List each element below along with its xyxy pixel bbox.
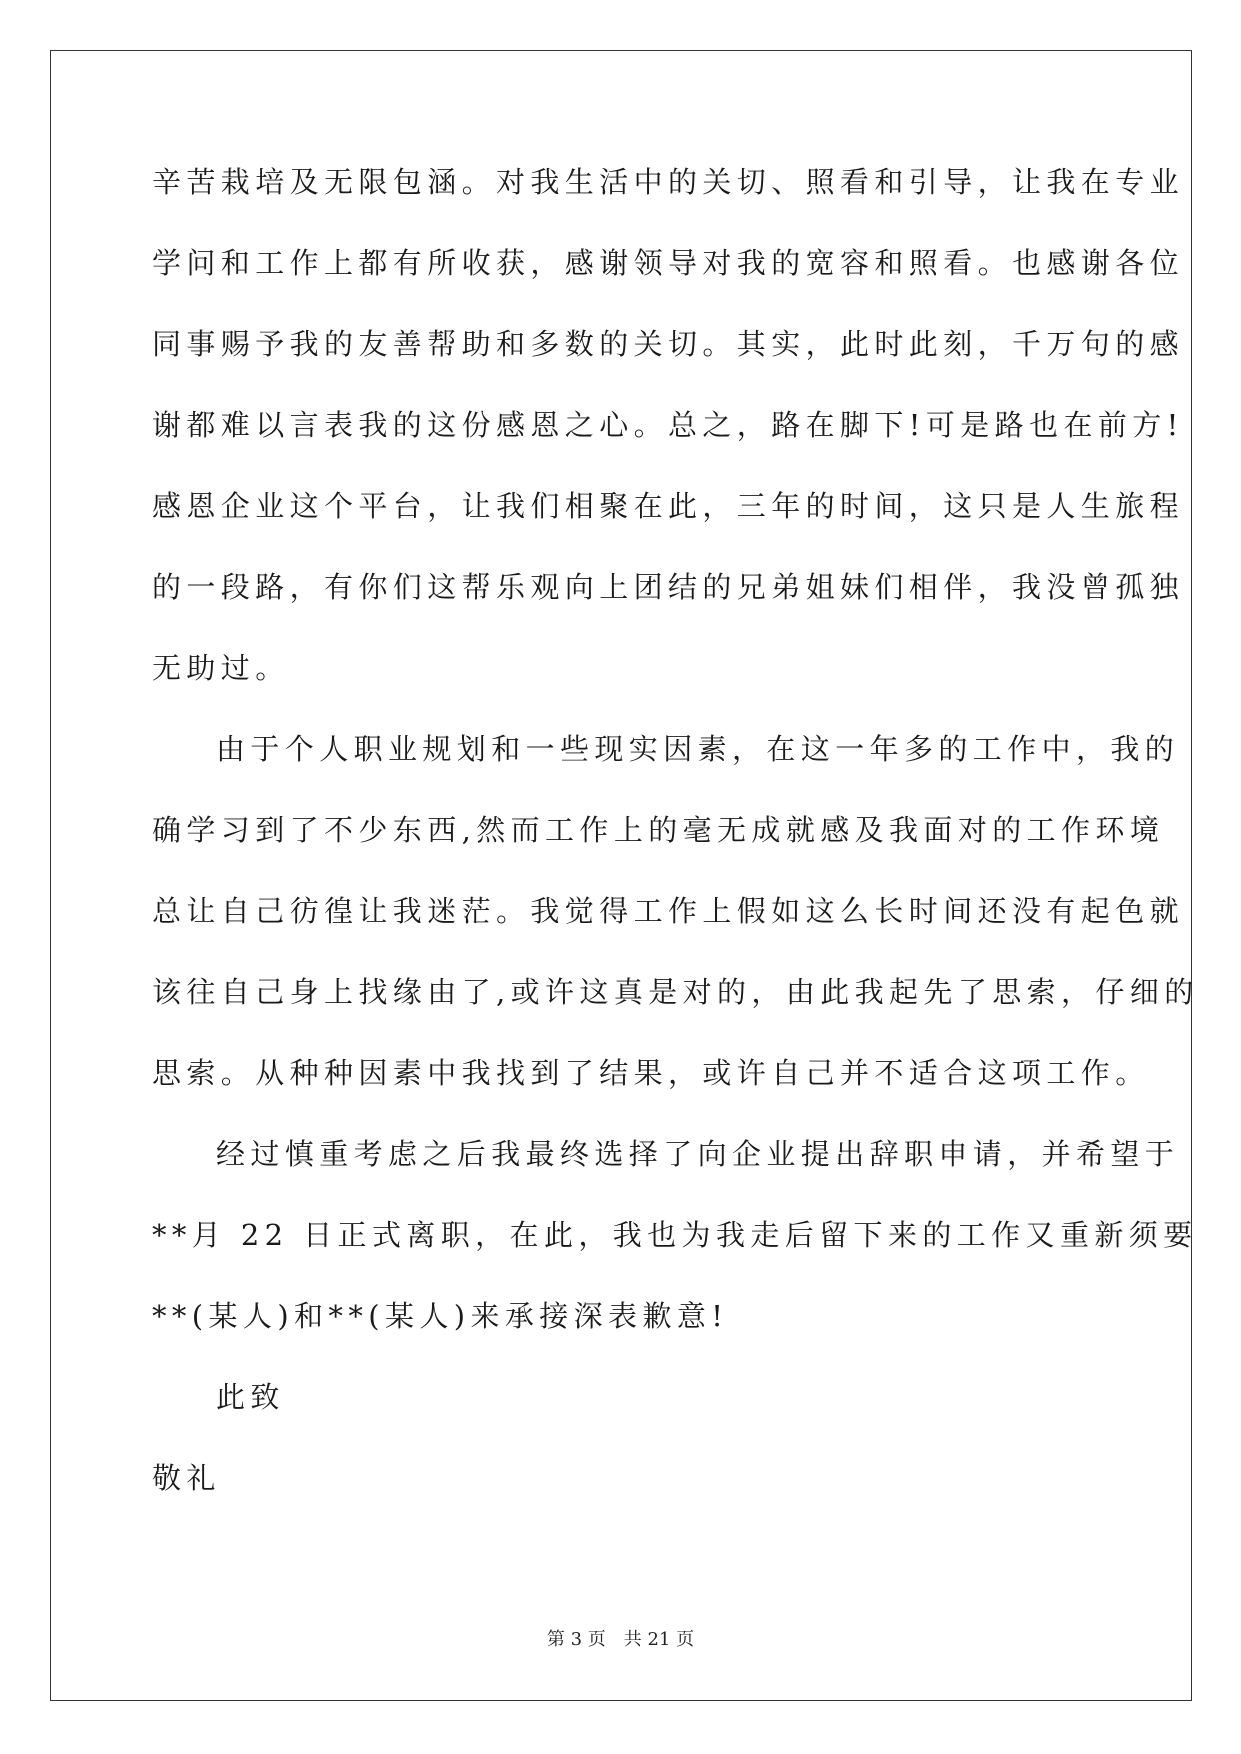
body-line: **月 22 日正式离职，在此，我也为我走后留下来的工作又重新须要 [152,1218,1198,1252]
body-line: 辛苦栽培及无限包涵。对我生活中的关切、照看和引导，让我在专业 [152,165,1185,199]
body-line: 由于个人职业规划和一些现实因素，在这一年多的工作中，我的 [216,732,1180,766]
body-line: 谢都难以言表我的这份感恩之心。总之，路在脚下!可是路也在前方! [152,408,1184,442]
body-line: 学问和工作上都有所收获，感谢领导对我的宽容和照看。也感谢各位 [152,246,1185,280]
body-line: 的一段路，有你们这帮乐观向上团结的兄弟姐妹们相伴，我没曾孤独 [152,570,1185,604]
body-line: 同事赐予我的友善帮助和多数的关切。其实，此时此刻，千万句的感 [152,327,1185,361]
body-line: 该往自己身上找缘由了,或许这真是对的，由此我起先了思索，仔细的 [152,975,1199,1009]
letter-body [152,162,1199,1539]
closing-salutation: 此致 [216,1380,285,1414]
body-line: **(某人)和**(某人)来承接深表歉意! [152,1299,729,1333]
page-number-current: 第 3 页 [546,1629,606,1650]
page-number-total: 共 21 页 [623,1629,695,1650]
body-line: 感恩企业这个平台，让我们相聚在此，三年的时间，这只是人生旅程 [152,489,1185,523]
page-footer [0,1628,1241,1652]
body-line: 总让自己彷徨让我迷茫。我觉得工作上假如这么长时间还没有起色就 [152,894,1185,928]
body-line: 思索。从种种因素中我找到了结果，或许自己并不适合这项工作。 [152,1056,1150,1090]
closing-regards: 敬礼 [152,1461,221,1495]
body-line: 确学习到了不少东西,然而工作上的毫无成就感及我面对的工作环境 [152,813,1165,847]
body-line: 经过慎重考虑之后我最终选择了向企业提出辞职申请，并希望于 [216,1137,1180,1171]
body-line: 无助过。 [152,651,290,685]
